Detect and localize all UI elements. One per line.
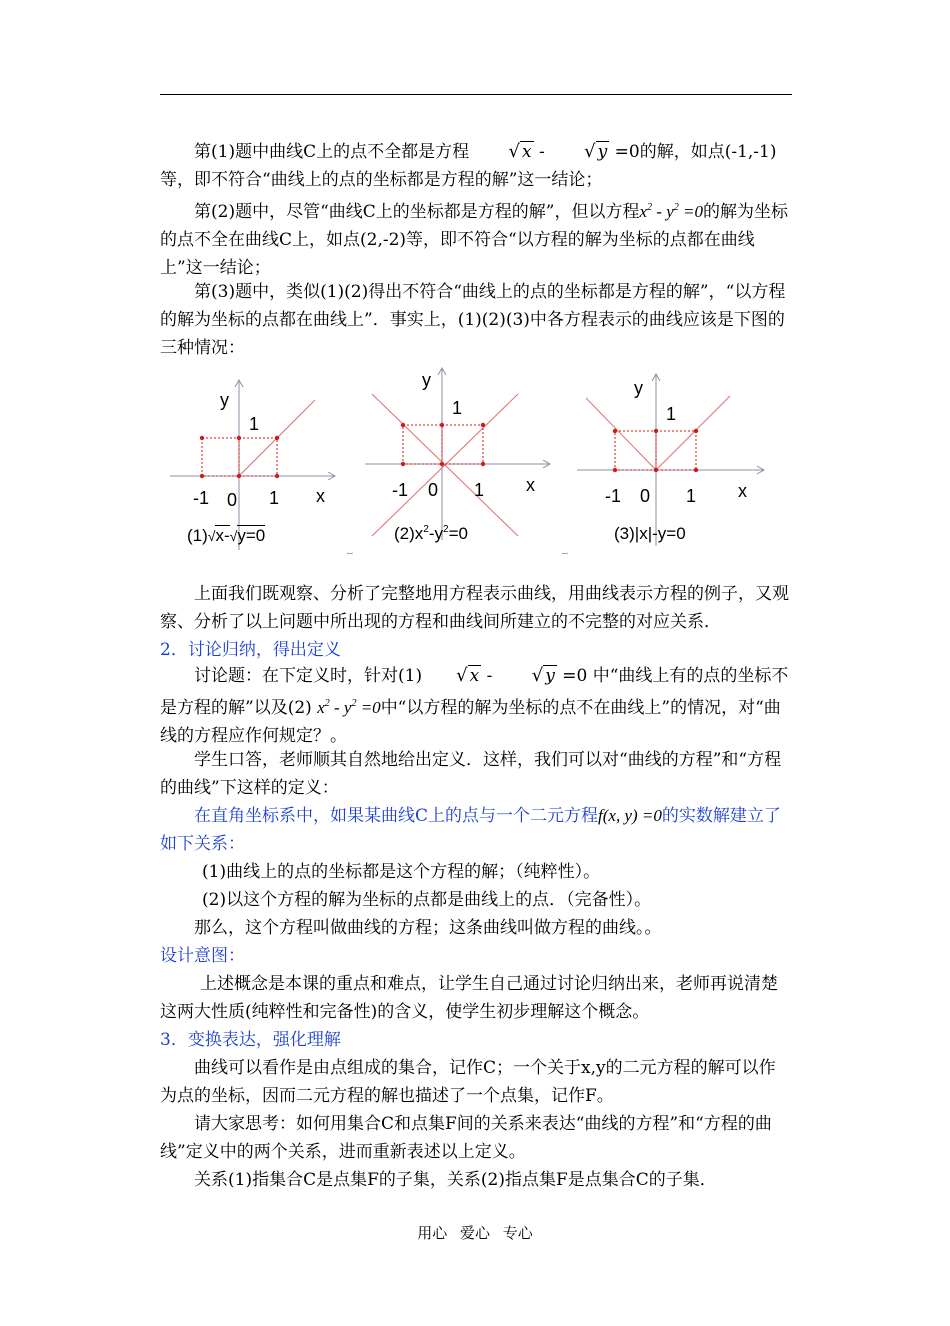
point — [200, 474, 204, 478]
point — [275, 436, 279, 440]
point — [481, 423, 485, 427]
section-heading-3: 3．变换表达，强化理解 — [160, 1030, 341, 1050]
point — [654, 429, 658, 433]
x-label: x — [316, 486, 325, 506]
design-text: 上述概念是本课的重点和难点，让学生自己通过讨论归纳出来，老师再说清楚这两大性质(纯粹性和完备性)的含义，使学生初步理解这个概念。 — [160, 974, 778, 1022]
tiny-mark: ꟷ — [347, 550, 353, 558]
paragraph-3: 第(3)题中，类似(1)(2)得出不符合“曲线上的点的坐标都是方程的解”，“以方程的解为坐标的点都在曲线上”．事实上，(1)(2)(3)中各方程表示的曲线应该是下图的三种情况： — [160, 282, 786, 358]
point — [613, 429, 617, 433]
section-heading-2: 2．讨论归纳，得出定义 — [160, 640, 341, 660]
guide-box-right — [442, 425, 483, 464]
one-top-label: 1 — [249, 414, 260, 434]
sqrt-x: √ x — [508, 141, 532, 162]
paragraph-6: 学生口答，老师顺其自然地给出定义．这样，我们可以对“曲线的方程”和“方程的曲线”下这样的定义： — [160, 750, 782, 798]
figure-3 — [572, 360, 772, 560]
point — [401, 423, 405, 427]
x-label: x — [738, 481, 747, 501]
point — [401, 462, 405, 466]
point — [613, 468, 617, 472]
one-top-label: 1 — [452, 398, 463, 418]
point — [237, 436, 241, 440]
paragraph-1: 第(1)题中曲线C上的点不全都是方程 √ x - √ y =0的解，如点(-1,-1)等，即不符合“曲线上的点的坐标都是方程的解”这一结论； — [160, 138, 792, 194]
figure-2-caption: $(2)x^2-y^2=0$ — [394, 524, 468, 543]
point — [654, 468, 658, 472]
one-top-label: 1 — [666, 404, 677, 424]
relation-2: (2)以这个方程的解为坐标的点都是曲线上的点．（完备性）。 — [202, 890, 652, 910]
tiny-mark: ꟷ — [562, 550, 568, 558]
curve-abs — [586, 396, 730, 470]
point — [237, 474, 241, 478]
relation-conclusion: 那么，这个方程叫做曲线的方程；这条曲线叫做方程的曲线。。 — [194, 918, 662, 938]
neg1-label: -1 — [392, 480, 409, 500]
one-label: 1 — [686, 486, 697, 506]
zero-label: 0 — [428, 480, 439, 500]
eq-x2-y2: $x^2 - y^2 =0$ — [639, 202, 703, 221]
zero-label: 0 — [640, 486, 651, 506]
figure-1 — [165, 360, 353, 560]
one-label: 1 — [474, 480, 485, 500]
guide-box-left — [202, 438, 239, 476]
point — [481, 462, 485, 466]
relation-1: (1)曲线上的点的坐标都是这个方程的解；（纯粹性）。 — [202, 862, 601, 882]
guide-box-left — [403, 425, 442, 464]
sqrt-y: √ y — [584, 141, 608, 162]
figure-2 — [360, 360, 568, 560]
paragraph-7: 曲线可以看作是由点组成的集合，记作C；一个关于x,y的二元方程的解可以作为点的坐标，因而二元方程的解也描述了一个点集，记作F。 — [160, 1058, 776, 1106]
one-label: 1 — [269, 488, 280, 508]
neg1-label: -1 — [605, 486, 622, 506]
header-rule — [160, 94, 792, 95]
point — [694, 468, 698, 472]
point — [200, 436, 204, 440]
paragraph-2: 第(2)题中，尽管“曲线C上的坐标都是方程的解”，但以方程$x^2 - y^2 =0$的解为坐标的点不全在曲线C上，如点(2,-2)等，即不符合“以方程的解为坐标的点都在曲线上”这一结论； — [160, 202, 788, 278]
zero-label: 0 — [227, 490, 238, 510]
page-footer: 用心 爱心 专心 — [417, 1224, 533, 1242]
point — [694, 429, 698, 433]
definition: 在直角坐标系中，如果某曲线C上的点与一个二元方程f(x, y) =0的实数解建立了如下关系： — [160, 806, 781, 854]
y-label: y — [422, 370, 431, 390]
neg1-label: -1 — [193, 488, 210, 508]
y-label: y — [634, 378, 643, 398]
paragraph-8: 请大家思考：如何用集合C和点集F间的关系来表达“曲线的方程”和“方程的曲线”定义中的两个关系，进而重新表述以上定义。 — [160, 1114, 772, 1162]
y-label: y — [220, 390, 229, 410]
point — [440, 462, 444, 466]
design-title: 设计意图： — [160, 946, 245, 966]
point — [440, 423, 444, 427]
point — [275, 474, 279, 478]
figure-1-caption: (1)√x-√y=0 — [187, 526, 266, 545]
paragraph-discussion: 讨论题：在下定义时，针对(1) √ x - √ y =0 中“曲线上有的点的坐标不是方程的解”以及(2) $x^2 - y^2 =0$中“以方程的解为坐标的点不在曲线上”的情况，对“曲线的方程应作何规定？。 — [160, 665, 789, 746]
paragraph-4: 上面我们既观察、分析了完整地用方程表示曲线，用曲线表示方程的例子，又观察、分析了以上问题中所出现的方程和曲线间所建立的不完整的对应关系． — [160, 584, 789, 632]
x-label: x — [526, 475, 535, 495]
figure-3-caption: (3)|x|-y=0 — [614, 524, 686, 543]
paragraph-9: 关系(1)指集合C是点集F的子集，关系(2)指点集F是点集合C的子集． — [194, 1170, 717, 1190]
